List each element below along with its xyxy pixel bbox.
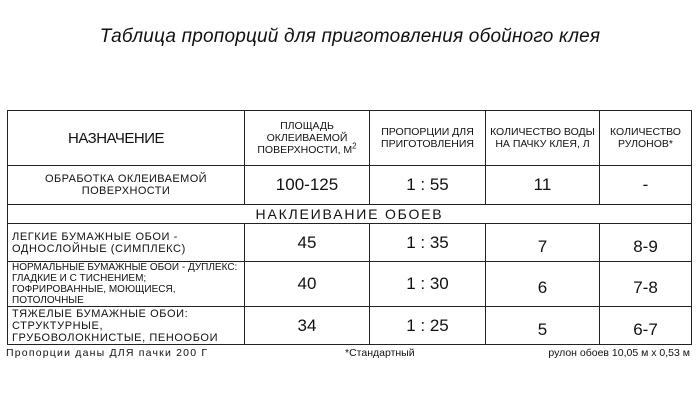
- row-area: 100-125: [245, 166, 370, 205]
- row-rolls: -: [600, 166, 692, 205]
- footer-note-standard: *Стандартный: [345, 347, 415, 359]
- footer-note-roll-size: рулон обоев 10,05 м х 0,53 м: [548, 347, 690, 359]
- row-water: 7: [486, 224, 600, 262]
- row-area: 40: [245, 262, 370, 307]
- header-purpose: НАЗНАЧЕНИЕ: [8, 111, 245, 166]
- section-row: [8, 205, 692, 224]
- proportions-table: [7, 110, 692, 345]
- row-proportion: 1 : 55: [370, 166, 486, 205]
- row-rolls: 7-8: [600, 262, 692, 307]
- row-proportion: 1 : 25: [370, 307, 486, 345]
- header-area-unit-sup: 2: [352, 141, 357, 151]
- row-name: ОБРАБОТКА ОКЛЕИВАЕМОЙ ПОВЕРХНОСТИ: [8, 166, 245, 205]
- table-header-row: [8, 111, 692, 166]
- table-row-treatment: [8, 166, 692, 205]
- row-area: 34: [245, 307, 370, 345]
- section-title: НАКЛЕИВАНИЕ ОБОЕВ: [8, 205, 692, 224]
- header-proportions: ПРОПОРЦИИ ДЛЯ ПРИГОТОВЛЕНИЯ: [370, 111, 486, 166]
- table-row: [8, 224, 692, 262]
- row-rolls: 6-7: [600, 307, 692, 345]
- row-water: 11: [486, 166, 600, 205]
- row-water: 6: [486, 262, 600, 307]
- row-name: НОРМАЛЬНЫЕ БУМАЖНЫЕ ОБОИ - ДУПЛЕКС: ГЛАДКИЕ И С ТИСНЕНИЕМ; ГОФРИРОВАННЫЕ, МОЮЩИЕСЯ, ПОТОЛОЧНЫЕ: [8, 262, 245, 307]
- header-water: КОЛИЧЕСТВО ВОДЫ НА ПАЧКУ КЛЕЯ, Л: [486, 111, 600, 166]
- header-area: [245, 111, 370, 166]
- row-name: ЛЕГКИЕ БУМАЖНЫЕ ОБОИ - ОДНОСЛОЙНЫЕ (СИМПЛЕКС): [8, 224, 245, 262]
- header-rolls: КОЛИЧЕСТВО РУЛОНОВ*: [600, 111, 692, 166]
- row-rolls: 8-9: [600, 224, 692, 262]
- row-water: 5: [486, 307, 600, 345]
- table-row: [8, 307, 692, 345]
- table-row: [8, 262, 692, 307]
- row-area: 45: [245, 224, 370, 262]
- footer-note-package: Пропорции даны ДЛЯ пачки 200 Г: [6, 347, 209, 359]
- row-proportion: 1 : 30: [370, 262, 486, 307]
- header-area-label: ПЛОЩАДЬ ОКЛЕИВАЕМОЙ ПОВЕРХНОСТИ, М: [257, 120, 353, 156]
- page-title: Таблица пропорций для приготовления обойного клея: [99, 26, 601, 47]
- row-proportion: 1 : 35: [370, 224, 486, 262]
- row-name: ТЯЖЕЛЫЕ БУМАЖНЫЕ ОБОИ: СТРУКТУРНЫЕ, ГРУБОВОЛОКНИСТЫЕ, ПЕНООБОИ: [8, 307, 245, 345]
